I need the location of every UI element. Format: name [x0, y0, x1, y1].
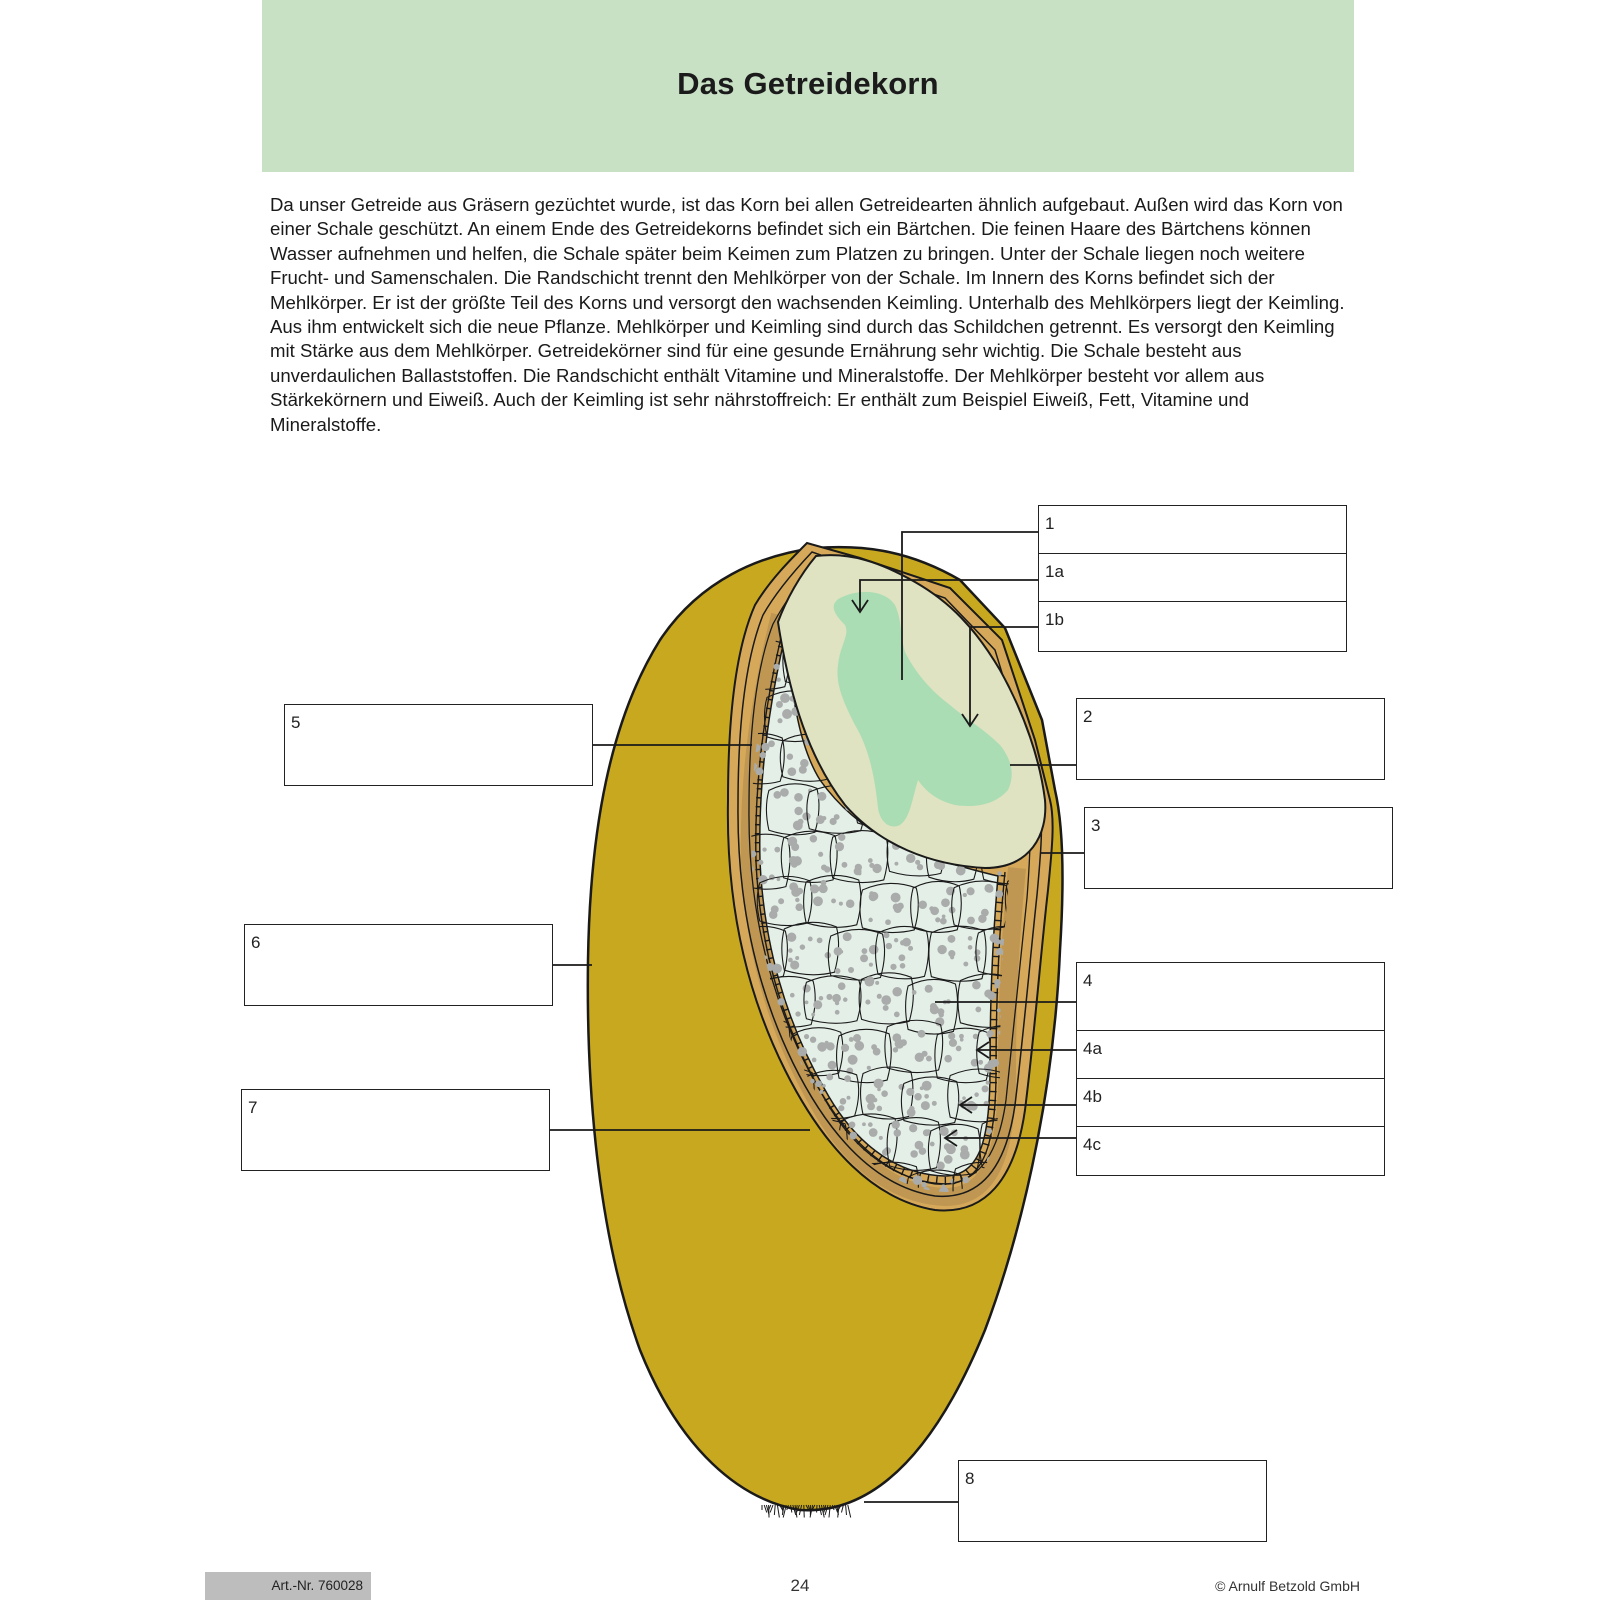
starch-granule	[918, 900, 927, 909]
starch-granule	[997, 1008, 1001, 1012]
label-box-7[interactable]	[241, 1089, 550, 1171]
starch-granule	[1047, 1176, 1053, 1182]
page-title: Das Getreidekorn	[677, 66, 939, 101]
starch-granule	[881, 995, 891, 1005]
starch-granule	[799, 766, 807, 774]
starch-granule	[930, 907, 939, 916]
starch-granule	[868, 1122, 873, 1127]
starch-granule	[819, 996, 824, 1001]
starch-granule	[811, 1013, 815, 1017]
starch-granule	[790, 993, 795, 998]
starch-granule	[940, 918, 947, 925]
starch-granule	[803, 984, 811, 992]
starch-granule	[795, 903, 803, 911]
starch-granule	[826, 1074, 833, 1081]
starch-granule	[893, 1047, 898, 1052]
starch-granule	[788, 948, 793, 953]
starch-granule	[978, 1060, 983, 1065]
starch-granule	[867, 1102, 875, 1110]
starch-granule	[758, 860, 763, 865]
starch-granule	[972, 981, 981, 990]
starch-granule	[804, 1034, 809, 1039]
starch-granule	[847, 1096, 851, 1100]
starch-granule	[982, 1085, 989, 1092]
starch-granule	[990, 933, 999, 942]
starch-granule	[822, 1084, 826, 1088]
starch-granule	[956, 866, 966, 876]
starch-granule	[913, 1175, 923, 1185]
starch-granule	[914, 1093, 921, 1100]
starch-granule	[883, 932, 889, 938]
starch-granule	[849, 1037, 854, 1042]
starch-granule	[917, 864, 923, 870]
starch-granule	[921, 1101, 930, 1110]
starch-granule	[939, 1012, 944, 1017]
starch-granule	[918, 1030, 926, 1038]
label-number: 2	[1083, 707, 1093, 726]
starch-granule	[834, 814, 840, 820]
label-box-1a[interactable]	[1038, 553, 1347, 603]
label-box-4c[interactable]	[1076, 1126, 1385, 1176]
starch-granule	[894, 862, 898, 866]
starch-granule	[987, 1030, 994, 1037]
starch-granule	[849, 1132, 857, 1140]
starch-granule	[876, 1106, 882, 1112]
starch-granule	[948, 950, 955, 957]
starch-granule	[835, 968, 841, 974]
starch-granule	[795, 898, 799, 902]
starch-granule	[810, 884, 819, 893]
starch-granule	[821, 884, 826, 889]
label-box-1b[interactable]	[1038, 601, 1347, 652]
starch-granule	[778, 898, 784, 904]
starch-granule	[815, 1080, 822, 1087]
label-number: 4	[1083, 971, 1093, 990]
starch-granule	[842, 862, 848, 868]
starch-granule	[849, 1121, 856, 1128]
starch-granule	[797, 1047, 807, 1057]
starch-granule	[838, 982, 846, 990]
starch-granule	[860, 954, 868, 962]
starch-granule	[870, 892, 879, 901]
starch-granule	[761, 743, 769, 751]
starch-granule	[777, 877, 781, 881]
starch-granule	[925, 985, 933, 993]
starch-granule	[817, 937, 823, 943]
starch-granule	[891, 893, 901, 903]
starch-granule	[773, 791, 781, 799]
label-box-4a[interactable]	[1076, 1030, 1385, 1080]
starch-granule	[930, 1142, 935, 1147]
starch-granule	[944, 1055, 952, 1063]
starch-granule	[774, 847, 780, 853]
label-box-2[interactable]	[1076, 698, 1385, 780]
starch-granule	[944, 1155, 953, 1164]
starch-granule	[865, 1000, 870, 1005]
beard-hair	[777, 1505, 779, 1518]
starch-granule	[956, 1046, 962, 1052]
starch-granule	[937, 945, 946, 954]
starch-granule	[794, 807, 802, 815]
starch-granule	[967, 917, 975, 925]
starch-granule	[1042, 1200, 1047, 1205]
starch-granule	[921, 1182, 926, 1187]
starch-granule	[946, 1144, 956, 1154]
starch-granule	[890, 964, 896, 970]
starch-granule	[787, 767, 796, 776]
starch-granule	[840, 1098, 847, 1105]
starch-granule	[769, 911, 777, 919]
starch-granule	[912, 990, 917, 995]
starch-granule	[1026, 1197, 1032, 1203]
starch-granule	[963, 962, 968, 967]
starch-granule	[970, 1103, 978, 1111]
starch-granule	[788, 958, 793, 963]
starch-granule	[902, 938, 911, 947]
starch-granule	[838, 834, 845, 841]
starch-granule	[862, 948, 868, 954]
starch-granule	[894, 938, 898, 942]
starch-granule	[926, 1056, 932, 1062]
starch-granule	[855, 1041, 865, 1051]
starch-granule	[883, 1005, 889, 1011]
starch-granule	[869, 1128, 878, 1137]
starch-granule	[848, 967, 854, 973]
starch-granule	[948, 1032, 955, 1039]
starch-granule	[988, 1060, 996, 1068]
starch-granule	[787, 933, 796, 942]
starch-granule	[997, 948, 1003, 954]
starch-granule	[787, 753, 793, 759]
label-number: 3	[1091, 816, 1101, 835]
starch-granule	[935, 917, 940, 922]
label-number: 1	[1045, 514, 1055, 533]
starch-granule	[919, 1147, 927, 1155]
starch-granule	[910, 1150, 917, 1157]
label-number: 5	[291, 713, 301, 732]
starch-granule	[962, 1176, 969, 1183]
starch-granule	[867, 1097, 873, 1103]
starch-granule	[877, 994, 882, 999]
starch-granule	[835, 1010, 840, 1015]
starch-granule	[868, 918, 872, 922]
starch-granule	[909, 1124, 917, 1132]
starch-granule	[755, 767, 763, 775]
starch-granule	[894, 1129, 901, 1136]
starch-granule	[808, 937, 813, 942]
starch-granule	[974, 1092, 979, 1097]
label-box-4[interactable]	[1076, 962, 1385, 1032]
label-number: 4a	[1083, 1039, 1102, 1058]
starch-granule	[967, 887, 975, 895]
starch-granule	[909, 1106, 914, 1111]
starch-granule	[773, 664, 779, 670]
starch-granule	[886, 943, 892, 949]
starch-granule	[906, 854, 915, 863]
starch-granule	[846, 899, 855, 908]
starch-granule	[793, 820, 803, 830]
starch-granule	[935, 1017, 944, 1026]
starch-granule	[802, 812, 810, 820]
label-number: 8	[965, 1469, 975, 1488]
page-number: 24	[790, 1576, 810, 1595]
starch-granule	[1049, 1188, 1053, 1192]
starch-granule	[818, 852, 823, 857]
starch-granule	[900, 963, 906, 969]
starch-granule	[843, 997, 848, 1002]
starch-granule	[984, 989, 992, 997]
starch-granule	[777, 718, 782, 723]
starch-granule	[874, 1079, 884, 1089]
starch-granule	[841, 1044, 849, 1052]
starch-granule	[795, 956, 799, 960]
beard-hair	[846, 1505, 847, 1515]
starch-granule	[832, 994, 841, 1003]
starch-granule	[986, 885, 994, 893]
starch-granule	[810, 1079, 815, 1084]
starch-granule	[791, 861, 798, 868]
starch-granule	[942, 915, 946, 919]
starch-granule	[776, 677, 780, 681]
label-number: 1a	[1045, 562, 1064, 581]
starch-granule	[854, 867, 862, 875]
intro-paragraph: Da unser Getreide aus Gräsern gezüchtet wurde, ist das Korn bei allen Getreidearten ähnlich aufgebaut. Außen wird das Korn von einer Schale geschützt. An einem Ende des Getreidekorns befindet sich ein Bärtchen. Die feinen Haare des Bärtchens können Wasser aufnehmen und helfen, die Schale später beim Keimen zum Platzen zu bringen. Unter der Schale liegen noch weitere Frucht- und Samenschalen. Die Randschicht trennt den Mehlkörper von der Schale. Im Innern des Korns befindet sich der Mehlkörper. Er ist der größte Teil des Korns und versorgt den wachsenden Keimling. Unterhalb des Mehlkörpers liegt der Keimling. Aus ihm entwickelt sich die neue Pflanze. Mehlkörper und Keimling sind durch das Schildchen getrennt. Es versorgt den Keimling mit Stärke aus dem Mehlkörper. Getreidekörner sind für eine gesunde Ernährung sehr wichtig. Die Schale besteht aus unverdaulichen Ballaststoffen. Die Randschicht enthält Vitamine und Mineralstoffe. Der Mehlkörper besteht vor allem aus Stärkekörnern und Eiweiß. Auch der Keimling ist sehr nährstoffreich: Er enthält zum Beispiel Eiweiß, Fett, Vitamine und Mineralstoffe.	[270, 194, 1345, 435]
copyright: © Arnulf Betzold GmbH	[1215, 1578, 1360, 1594]
label-box-3[interactable]	[1084, 807, 1393, 889]
label-number: 4b	[1083, 1087, 1102, 1106]
starch-granule	[813, 1000, 822, 1009]
starch-granule	[997, 871, 1002, 876]
label-box-5[interactable]	[284, 704, 593, 786]
starch-granule	[975, 1007, 981, 1013]
starch-granule	[875, 981, 879, 985]
starch-granule	[826, 994, 832, 1000]
label-number: 7	[248, 1098, 258, 1117]
label-number: 4c	[1083, 1135, 1101, 1154]
starch-granule	[949, 1039, 957, 1047]
starch-granule	[986, 1128, 992, 1134]
starch-granule	[932, 1101, 937, 1106]
starch-granule	[908, 946, 913, 951]
beard-hair	[848, 1505, 851, 1518]
starch-granule	[892, 987, 902, 997]
starch-granule	[960, 1038, 964, 1042]
label-box-4b[interactable]	[1076, 1078, 1385, 1128]
starch-granule	[776, 701, 783, 708]
starch-granule	[873, 1048, 881, 1056]
starch-granule	[986, 1081, 990, 1085]
starch-granule	[821, 864, 827, 870]
starch-granule	[869, 963, 873, 967]
starch-granule	[828, 1061, 837, 1070]
starch-granule	[817, 1042, 827, 1052]
starch-granule	[900, 1039, 907, 1046]
starch-granule	[794, 793, 803, 802]
starch-granule	[961, 1145, 969, 1153]
starch-granule	[892, 1120, 900, 1128]
starch-granule	[839, 902, 843, 906]
starch-granule	[796, 888, 803, 895]
starch-granule	[994, 979, 1001, 986]
starch-granule	[782, 709, 792, 719]
starch-granule	[818, 792, 827, 801]
starch-granule	[788, 837, 797, 846]
starch-granule	[885, 919, 891, 925]
starch-granule	[800, 944, 805, 949]
starch-granule	[780, 788, 789, 797]
starch-granule	[963, 893, 967, 897]
starch-granule	[974, 955, 981, 962]
starch-granule	[930, 1003, 937, 1010]
starch-granule	[819, 1090, 823, 1094]
starch-granule	[978, 915, 986, 923]
starch-granule	[962, 1096, 966, 1100]
starch-granule	[879, 1136, 883, 1140]
starch-granule	[939, 1127, 948, 1136]
starch-granule	[810, 835, 817, 842]
starch-granule	[848, 1055, 858, 1065]
starch-granule	[974, 949, 980, 955]
starch-granule	[894, 1011, 900, 1017]
starch-granule	[864, 977, 874, 987]
starch-granule	[838, 1105, 844, 1111]
starch-granule	[843, 932, 852, 941]
starch-granule	[893, 903, 900, 910]
starch-granule	[1050, 712, 1055, 717]
starch-granule	[906, 1088, 914, 1096]
starch-granule	[920, 1086, 924, 1090]
starch-granule	[924, 1094, 929, 1099]
starch-granule	[834, 947, 843, 956]
starch-granule	[835, 842, 844, 851]
beard-hair	[774, 1505, 775, 1515]
article-number: Art.-Nr. 760028	[205, 1572, 371, 1600]
starch-granule	[947, 935, 955, 943]
starch-granule	[922, 1051, 928, 1057]
starch-granule	[777, 998, 784, 1005]
starch-granule	[844, 1075, 851, 1082]
starch-granule	[968, 945, 973, 950]
starch-granule	[869, 863, 874, 868]
starch-granule	[869, 945, 879, 955]
starch-granule	[936, 1162, 944, 1170]
starch-granule	[862, 1122, 866, 1126]
starch-granule	[995, 890, 1003, 898]
starch-granule	[816, 815, 825, 824]
label-number: 6	[251, 933, 261, 952]
starch-granule	[873, 1098, 877, 1102]
starch-granule	[831, 898, 836, 903]
starch-granule	[898, 954, 905, 961]
label-number: 1b	[1045, 610, 1064, 629]
starch-granule	[780, 693, 790, 703]
starch-granule	[867, 1066, 871, 1070]
starch-granule	[941, 898, 950, 907]
starch-granule	[881, 1090, 888, 1097]
label-box-6[interactable]	[244, 924, 553, 1006]
label-box-1[interactable]	[1038, 505, 1347, 555]
starch-granule	[812, 1058, 817, 1063]
label-box-8[interactable]	[958, 1460, 1267, 1542]
starch-granule	[805, 1000, 809, 1004]
starch-granule	[813, 896, 823, 906]
starch-granule	[853, 1034, 861, 1042]
starch-granule	[968, 936, 973, 941]
starch-granule	[868, 858, 873, 863]
starch-granule	[810, 1037, 816, 1043]
starch-granule	[795, 1011, 800, 1016]
starch-granule	[759, 752, 766, 759]
starch-granule	[762, 847, 766, 851]
